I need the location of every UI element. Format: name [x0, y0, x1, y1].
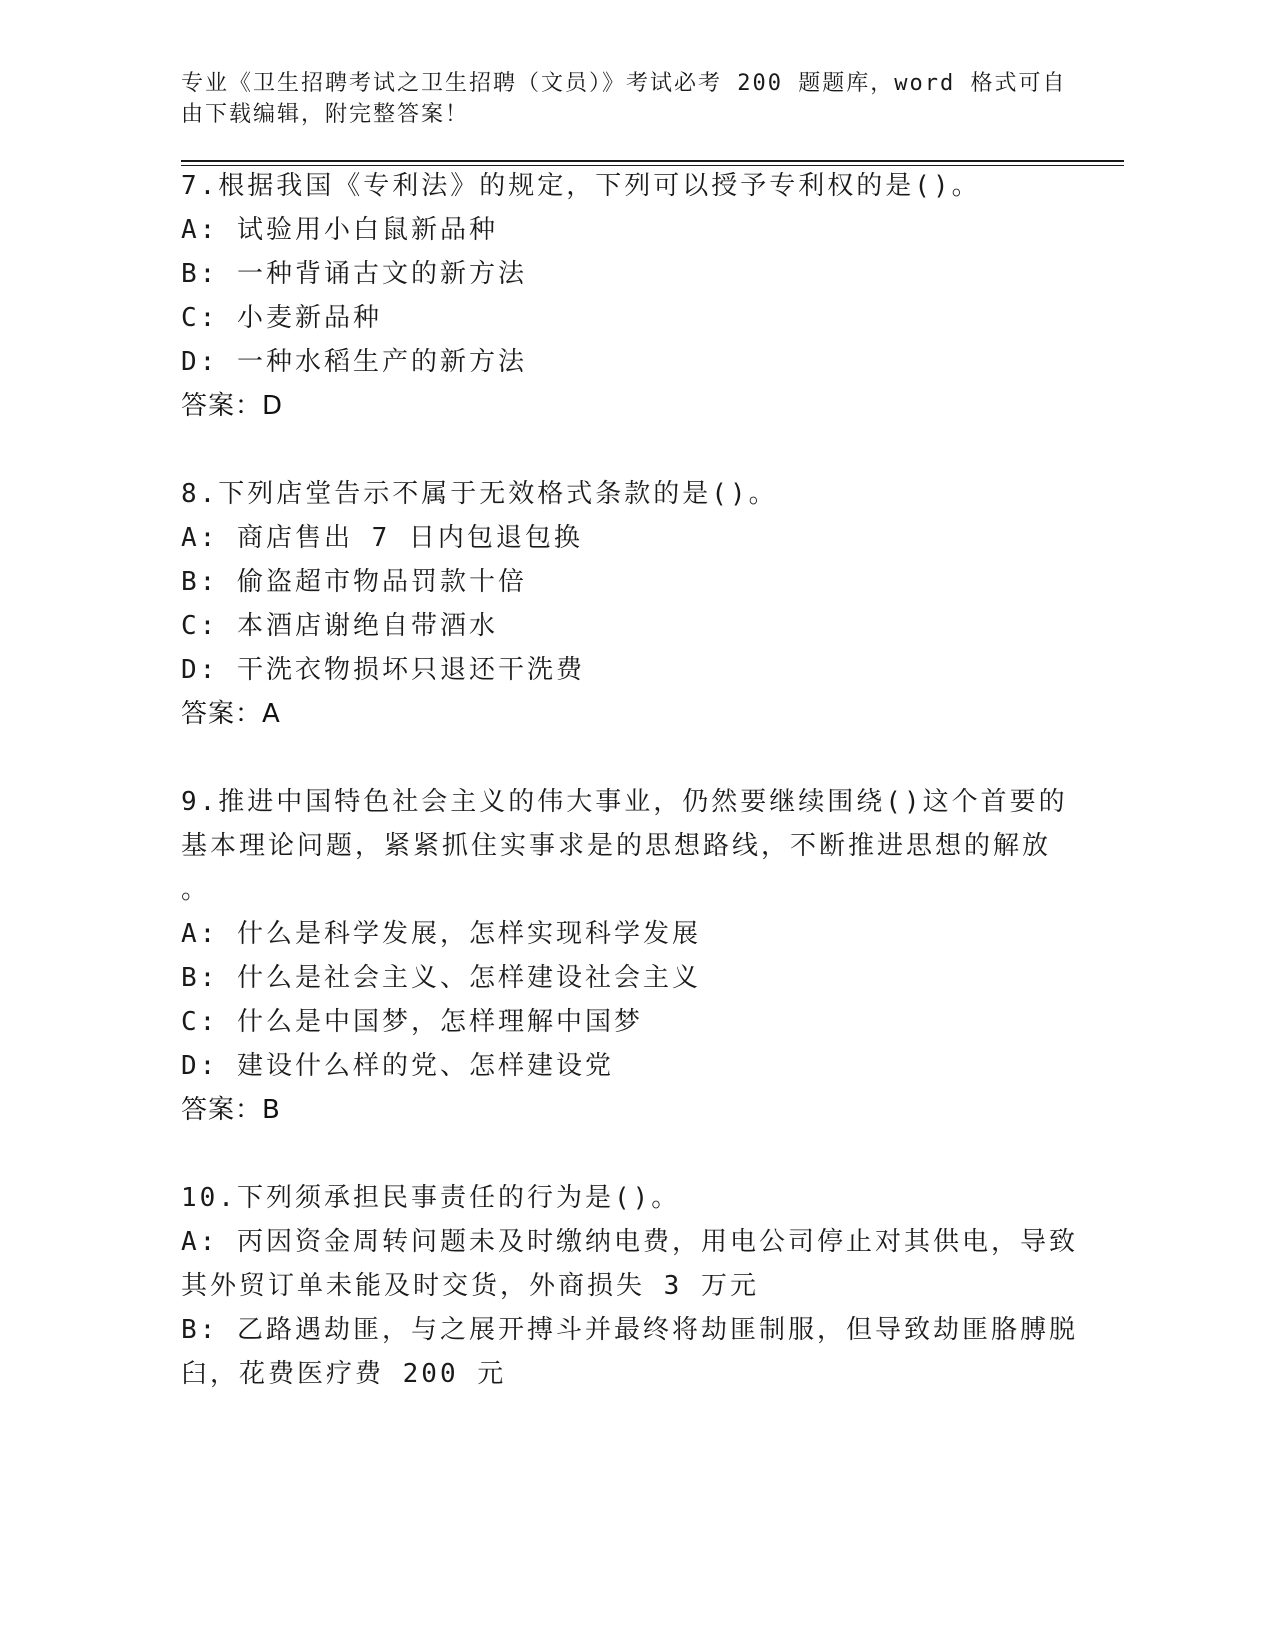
divider-thin-line [181, 165, 1124, 166]
option-line: C: 本酒店谢绝自带酒水 [181, 611, 498, 641]
option-line: D: 干洗衣物损坏只退还干洗费 [181, 655, 585, 685]
question-stem: 8.下列店堂告示不属于无效格式条款的是()。 [181, 479, 778, 509]
answer-line: 答案：A [181, 699, 281, 729]
question-block [181, 472, 1101, 780]
header-line-2: 由下载编辑，附完整答案！ [181, 102, 470, 127]
option-line: A: 丙因资金周转问题未及时缴纳电费，用电公司停止对其供电，导致 [181, 1227, 1078, 1257]
question-spacer [181, 736, 1101, 780]
option-line: 其外贸订单未能及时交货，外商损失 3 万元 [181, 1271, 759, 1301]
question-spacer [181, 428, 1101, 472]
option-line: D: 一种水稻生产的新方法 [181, 347, 527, 377]
question-stem: 。 [181, 875, 211, 905]
option-line: B: 什么是社会主义、怎样建设社会主义 [181, 963, 701, 993]
option-line: A: 商店售出 7 日内包退包换 [181, 523, 583, 553]
question-stem: 9.推进中国特色社会主义的伟大事业，仍然要继续围绕()这个首要的 [181, 787, 1068, 817]
option-line: B: 偷盗超市物品罚款十倍 [181, 567, 527, 597]
answer-line: 答案：B [181, 1095, 281, 1125]
document-page [181, 68, 1101, 1396]
option-line: 臼，花费医疗费 200 元 [181, 1359, 507, 1389]
option-line: D: 建设什么样的党、怎样建设党 [181, 1051, 614, 1081]
question-stem: 10.下列须承担民事责任的行为是()。 [181, 1183, 681, 1213]
option-line: C: 什么是中国梦，怎样理解中国梦 [181, 1007, 643, 1037]
question-stem: 基本理论问题，紧紧抓住实事求是的思想路线，不断推进思想的解放 [181, 831, 1052, 861]
question-block [181, 780, 1101, 1176]
question-block [181, 1176, 1101, 1396]
option-line: B: 乙路遇劫匪，与之展开搏斗并最终将劫匪制服，但导致劫匪胳膊脱 [181, 1315, 1078, 1345]
option-line: A: 什么是科学发展，怎样实现科学发展 [181, 919, 701, 949]
option-line: B: 一种背诵古文的新方法 [181, 259, 527, 289]
option-line: C: 小麦新品种 [181, 303, 382, 333]
question-stem: 7.根据我国《专利法》的规定，下列可以授予专利权的是()。 [181, 171, 981, 201]
header-line-1: 专业《卫生招聘考试之卫生招聘（文员）》考试必考 200 题题库，word 格式可自 [181, 71, 1067, 96]
question-block [181, 164, 1101, 472]
question-spacer [181, 1132, 1101, 1176]
question-list [181, 164, 1101, 1396]
answer-line: 答案：D [181, 391, 284, 421]
option-line: A: 试验用小白鼠新品种 [181, 215, 498, 245]
header-divider [181, 160, 1101, 166]
divider-thick-line [181, 160, 1124, 162]
